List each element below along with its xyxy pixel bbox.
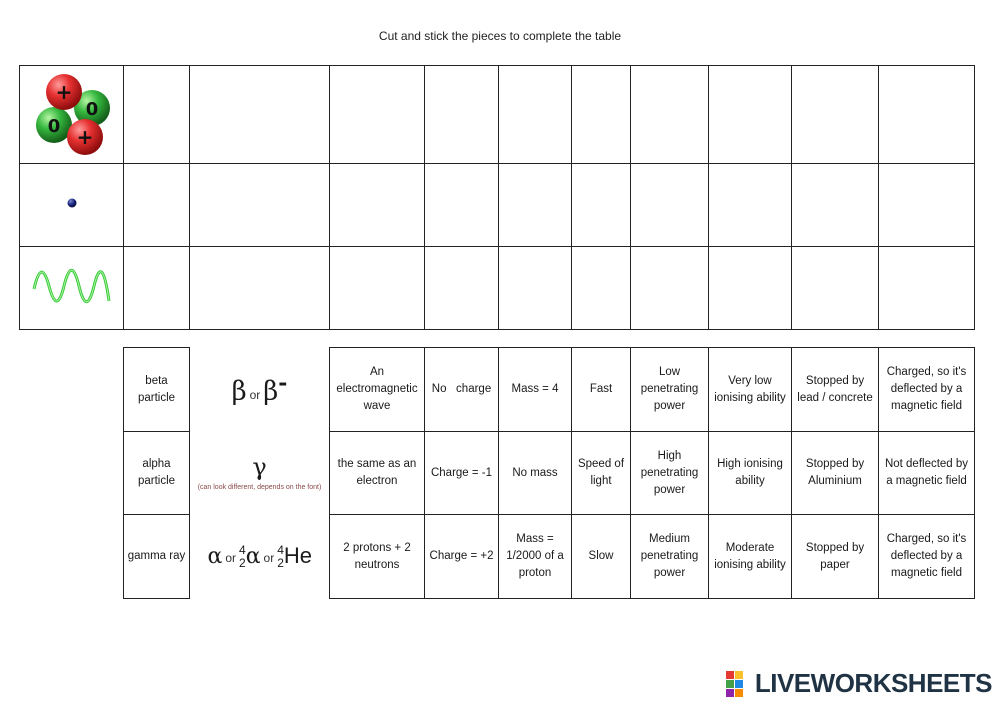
property-piece[interactable]: Medium penetrating power xyxy=(631,515,709,599)
property-piece[interactable]: 2 protons + 2 neutrons xyxy=(330,515,425,599)
svg-text:0: 0 xyxy=(47,116,60,137)
answer-table xyxy=(19,65,975,330)
property-piece[interactable]: High ionising ability xyxy=(709,432,792,515)
property-piece[interactable]: Fast xyxy=(572,348,631,432)
brand-name: LIVEWORKSHEETS xyxy=(754,668,992,698)
property-piece[interactable]: Stopped by Aluminium xyxy=(792,432,879,515)
property-piece[interactable]: Speed of light xyxy=(572,432,631,515)
property-piece[interactable]: An electromagnetic wave xyxy=(330,348,425,432)
property-piece[interactable]: Moderate ionising ability xyxy=(709,515,792,599)
helium-nucleus-icon xyxy=(30,68,114,156)
answer-row-beta xyxy=(20,164,975,247)
property-piece[interactable]: the same as an electron xyxy=(330,432,425,515)
pieces-row xyxy=(330,515,975,599)
property-piece[interactable]: Charged, so it's deflected by a magnetic field xyxy=(879,348,975,432)
beta-symbol-piece[interactable]: β or β- xyxy=(231,369,288,407)
svg-text:+: + xyxy=(55,80,72,104)
liveworksheets-mark-icon xyxy=(726,671,752,697)
gamma-symbol-piece[interactable]: γ (can look different, depends on the font) xyxy=(197,452,322,491)
property-piece[interactable]: Charged, so it's deflected by a magnetic field xyxy=(879,515,975,599)
piece-name[interactable]: beta particle xyxy=(124,348,190,432)
property-piece[interactable]: High penetrating power xyxy=(631,432,709,515)
property-piece[interactable]: No charge xyxy=(425,348,499,432)
property-piece[interactable]: Stopped by lead / concrete xyxy=(792,348,879,432)
page-title: Cut and stick the pieces to complete the table xyxy=(378,29,622,43)
property-piece[interactable]: Charge = +2 xyxy=(425,515,499,599)
piece-name[interactable]: gamma ray xyxy=(124,515,190,599)
svg-text:+: + xyxy=(76,125,93,149)
property-piece[interactable]: Mass = 1/2000 of a proton xyxy=(499,515,572,599)
property-piece[interactable]: No mass xyxy=(499,432,572,515)
property-piece[interactable]: Mass = 4 xyxy=(499,348,572,432)
svg-text:0: 0 xyxy=(85,99,98,120)
answer-row-alpha xyxy=(20,66,975,164)
property-piece[interactable]: Charge = -1 xyxy=(425,432,499,515)
liveworksheets-logo[interactable] xyxy=(726,668,992,699)
property-piece[interactable]: Stopped by paper xyxy=(792,515,879,599)
property-piece[interactable]: Very low ionising ability xyxy=(709,348,792,432)
pieces-row xyxy=(330,432,975,515)
piece-name[interactable]: alpha particle xyxy=(124,432,190,515)
property-piece[interactable]: Slow xyxy=(572,515,631,599)
pieces-names-symbols xyxy=(123,347,330,599)
pieces-properties xyxy=(329,347,975,599)
row-icon-cell xyxy=(20,247,124,330)
row-icon-cell xyxy=(20,66,124,164)
alpha-symbol-piece[interactable]: α or 4 2 α or 4 2 He xyxy=(207,542,313,570)
row-icon-cell xyxy=(20,164,124,247)
pieces-row xyxy=(330,348,975,432)
property-piece[interactable]: Not deflected by a magnetic field xyxy=(879,432,975,515)
electron-icon xyxy=(52,188,92,218)
answer-row-gamma xyxy=(20,247,975,330)
wave-icon xyxy=(30,261,114,311)
property-piece[interactable]: Low penetrating power xyxy=(631,348,709,432)
